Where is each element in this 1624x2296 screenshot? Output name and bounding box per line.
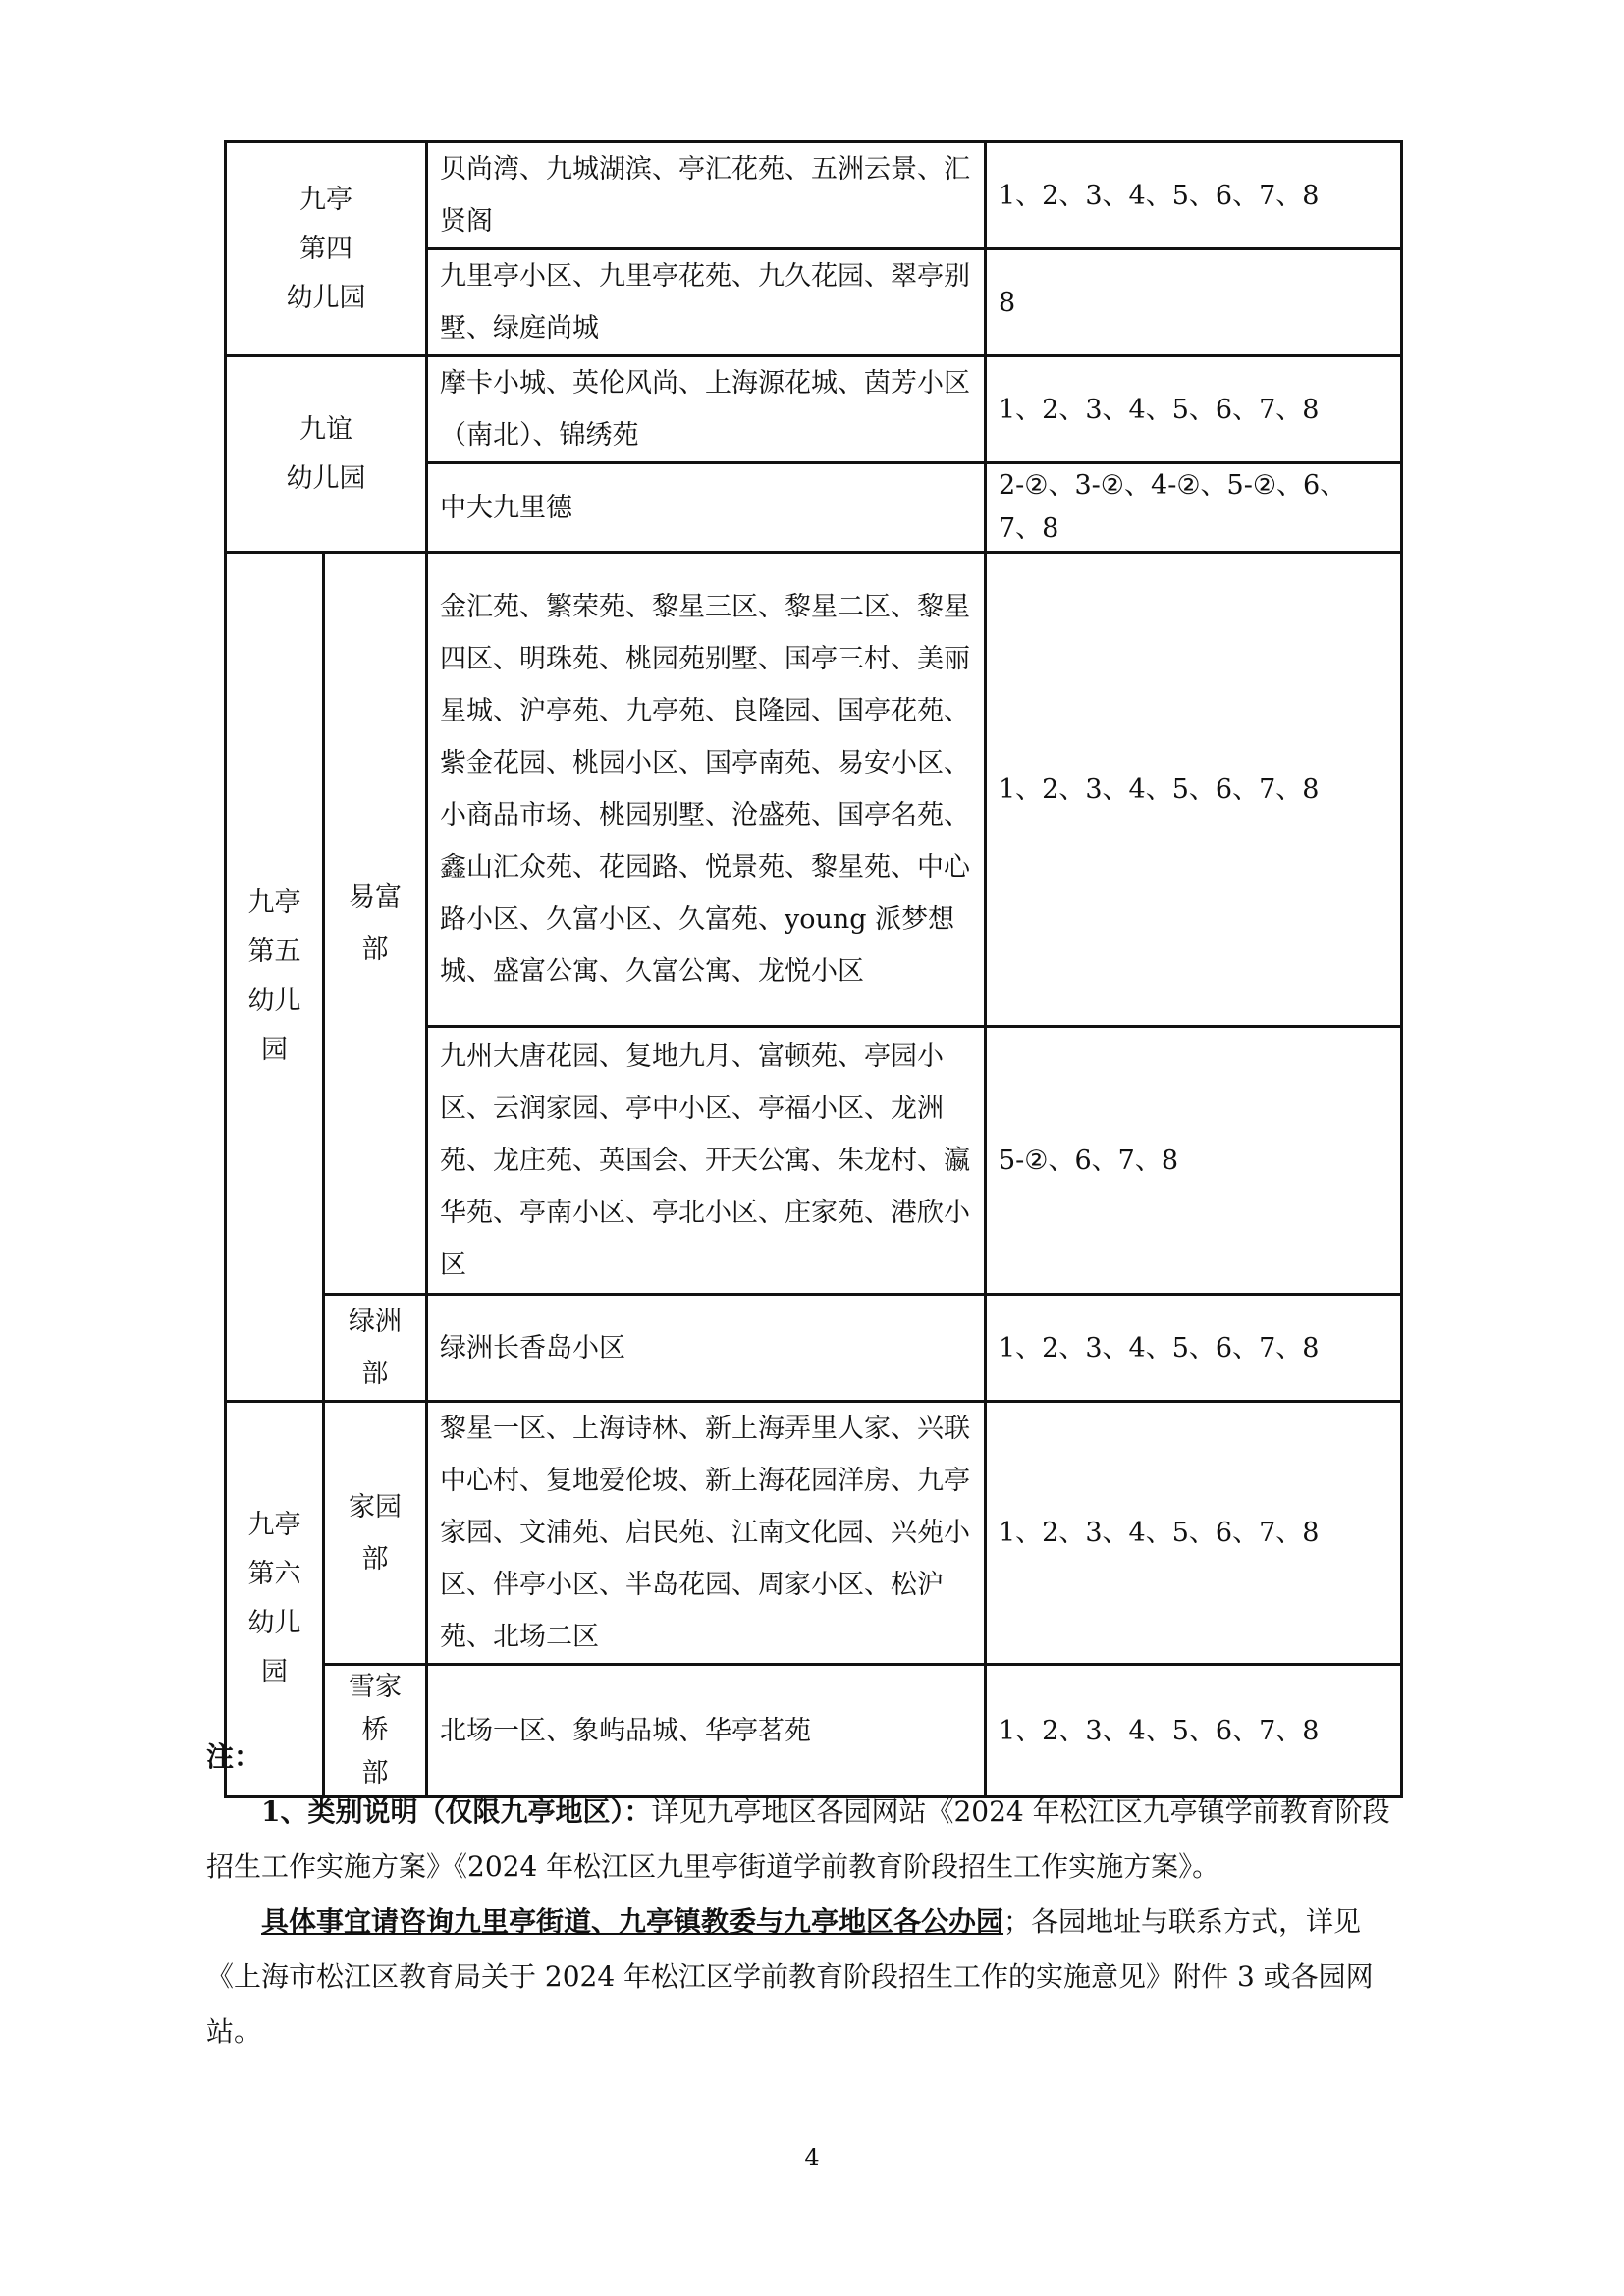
branch-name-cell — [324, 1295, 427, 1402]
category-cell: 1、2、3、4、5、6、7、8 — [986, 1665, 1402, 1797]
address-cell: 九州大唐花园、复地九月、富顿苑、亭园小区、云润家园、亭中小区、亭福小区、龙洲苑、龙庄苑、英国会、开天公寓、朱龙村、瀛华苑、亭南小区、亭北小区、庄家苑、港欣小区 — [427, 1027, 986, 1295]
category-cell: 1、2、3、4、5、6、7、8 — [986, 553, 1402, 1027]
branch-name-cell — [324, 553, 427, 1295]
note-consult — [206, 1895, 1409, 2059]
address-cell: 金汇苑、繁荣苑、黎星三区、黎星二区、黎星四区、明珠苑、桃园苑别墅、国亭三村、美丽星城、沪亭苑、九亭苑、良隆园、国亭花苑、紫金花园、桃园小区、国亭南苑、易安小区、小商品市场、桃园别墅、沧盛苑、国亭名苑、鑫山汇众苑、花园路、悦景苑、黎星苑、中心路小区、久富小区、久富苑、young 派梦想城、盛富公寓、久富公寓、龙悦小区 — [427, 553, 986, 1027]
address-cell: 九里亭小区、九里亭花苑、九久花园、翠亭别墅、绿庭尚城 — [427, 249, 986, 356]
table-row — [226, 356, 1402, 463]
table-row — [226, 142, 1402, 249]
category-cell: 1、2、3、4、5、6、7、8 — [986, 1295, 1402, 1402]
kindergarten-name-line: 幼儿园 — [247, 986, 301, 1065]
kindergarten-name-line: 幼儿园 — [286, 462, 366, 494]
address-cell: 黎星一区、上海诗林、新上海弄里人家、兴联中心村、复地爱伦坡、新上海花园洋房、九亭家园、文浦苑、启民苑、江南文化园、兴苑小区、伴亭小区、半岛花园、周家小区、松沪苑、北场二区 — [427, 1402, 986, 1665]
address-cell: 北场一区、象屿品城、华亭茗苑 — [427, 1665, 986, 1797]
kindergarten-name-line: 九亭 — [247, 1510, 301, 1540]
page-number: 4 — [804, 2144, 820, 2171]
note-consult-underlined: 具体事宜请咨询九里亭街道、九亭镇教委与九亭地区各公办园 — [261, 1905, 1004, 1938]
kindergarten-name-cell — [226, 356, 427, 553]
branch-name-line: 雪家桥 — [349, 1672, 402, 1745]
address-cell: 摩卡小城、英伦风尚、上海源花城、茵芳小区（南北）、锦绣苑 — [427, 356, 986, 463]
branch-name-line: 绿洲部 — [349, 1307, 402, 1389]
kindergarten-name-line: 第六 — [247, 1559, 301, 1589]
table-row — [226, 1295, 1402, 1402]
branch-name-line: 易富部 — [349, 881, 402, 965]
kindergarten-name-line: 第四 — [299, 233, 352, 264]
category-cell: 5-②、6、7、8 — [986, 1027, 1402, 1295]
kindergarten-name-line: 幼儿园 — [286, 282, 366, 313]
category-cell: 1、2、3、4、5、6、7、8 — [986, 142, 1402, 249]
table-row — [226, 553, 1402, 1027]
note-item-1 — [206, 1785, 1409, 1895]
category-cell: 8 — [986, 249, 1402, 356]
kindergarten-name-cell — [226, 142, 427, 356]
branch-name-line: 部 — [361, 1758, 389, 1789]
address-cell: 绿洲长香岛小区 — [427, 1295, 986, 1402]
kindergarten-name-line: 第五 — [247, 936, 301, 967]
notes-heading: 注： — [206, 1740, 262, 1773]
table-row — [226, 1402, 1402, 1665]
kindergarten-name-line: 幼儿园 — [247, 1608, 301, 1687]
address-cell: 中大九里德 — [427, 463, 986, 553]
kindergarten-name-line: 九亭 — [299, 184, 352, 215]
kindergarten-name-cell — [226, 553, 324, 1402]
branch-name-line: 家园部 — [349, 1491, 402, 1575]
category-cell: 1、2、3、4、5、6、7、8 — [986, 1402, 1402, 1665]
note-consult-text: ；各园地址与联系方式，详见《上海市松江区教育局关于 2024 年松江区学前教育阶段招生工作的实施意见》附件 3 或各园网站。 — [206, 1905, 1374, 2048]
kindergarten-name-line: 九谊 — [299, 413, 352, 445]
kindergarten-name-line: 九亭 — [247, 887, 301, 918]
address-cell: 贝尚湾、九城湖滨、亭汇花苑、五洲云景、汇贤阁 — [427, 142, 986, 249]
notes-section — [206, 1730, 1409, 2059]
enrollment-allocation-table — [224, 140, 1403, 1798]
note-item-1-label: 1、类别说明（仅限九亭地区）： — [261, 1795, 652, 1828]
category-cell: 1、2、3、4、5、6、7、8 — [986, 356, 1402, 463]
note-item-1-text: 详见九亭地区各园网站《2024 年松江区九亭镇学前教育阶段招生工作实施方案》《2024 年松江区九里亭街道学前教育阶段招生工作实施方案》。 — [206, 1795, 1390, 1883]
category-cell: 2-②、3-②、4-②、5-②、6、7、8 — [986, 463, 1402, 553]
branch-name-cell — [324, 1402, 427, 1665]
